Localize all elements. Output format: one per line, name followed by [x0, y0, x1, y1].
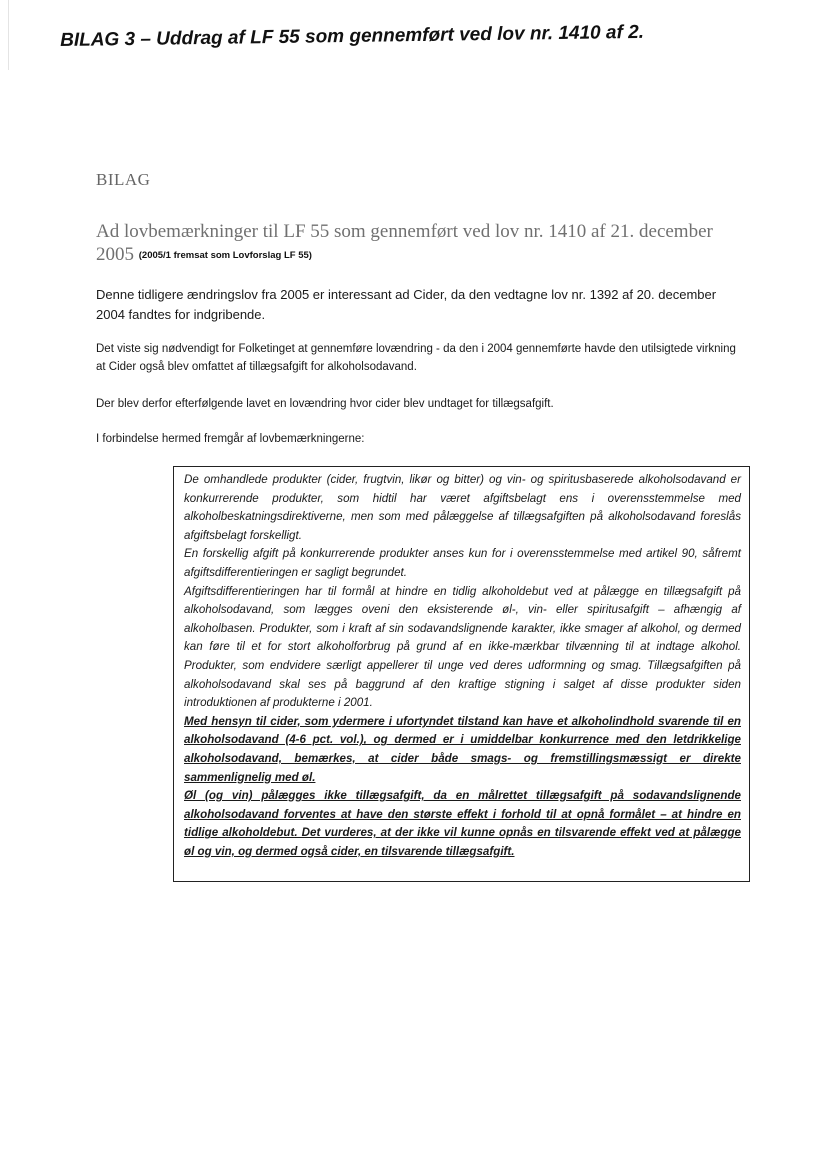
quoted-remarks-box [173, 466, 750, 882]
quote-paragraph-5-emphasis: Øl (og vin) pålægges ikke tillægsafgift, da en målrettet tillægsafgift på sodavandslignende alkoholsodavand forventes at have den største effekt i forhold til at opnå formålet – at hindre en tidlige alkoholdebut. Det vurderes, at der ikke vil kunne opnås en tilsvarende effekt ved at pålægge øl og vin, og dermed også cider, en tilsvarende tillægsafgift. [184, 789, 741, 858]
paragraph-4: I forbindelse hermed fremgår af lovbemærkningerne: [96, 433, 365, 445]
quote-paragraph-1: De omhandlede produkter (cider, frugtvin, likør og bitter) og vin- og spiritusbaserede alkoholsodavand er konkurrerende produkter, som hidtil har været afgiftsbelagt ens i overensstemmelse med alkoholbeskatningsdirektiverne, men som med pålæggelse af tillægsafgiften på alkoholsodavand foreslås afgiftsbelagt forskelligt. [184, 473, 741, 542]
quote-paragraph-4-emphasis: Med hensyn til cider, som ydermere i ufortyndet tilstand kan have et alkoholindhold svarende til en alkoholsodavand (4-6 pct. vol.), og dermed er i umiddelbar konkurrence med den letdrikkelige alkoholsodavand, bemærkes, at cider både smags- og fremstillingsmæssigt er direkte sammenlignelig med øl. [184, 714, 741, 784]
subheading-main: Ad lovbemærkninger til LF 55 som gennemført ved lov nr. 1410 af 21. december 2005 [96, 221, 713, 265]
quote-paragraph-2: En forskellig afgift på konkurrerende produkter anses kun for i overensstemmelse med artikel 90, såfremt afgiftsdifferentieringen er sagligt begrundet. [184, 547, 741, 579]
paragraph-1: Denne tidligere ændringslov fra 2005 er interessant ad Cider, da den vedtagne lov nr. 1392 af 20. december 2004 fandtes for indgribende. [96, 287, 717, 322]
section-heading: BILAG [96, 170, 151, 189]
scan-edge-line [8, 0, 9, 70]
quote-paragraph-3: Afgiftsdifferentieringen har til formål at hindre en tidlig alkoholdebut ved at pålægge en tillægsafgift på alkoholsodavand, som lægges oveni den eksisterende øl-, vin- eller spiritusafgift – afhængig af alkoholbasen. Produkter, som i kraft af sin sodavandslignende karakter, ikke smager af alkohol, og dermed kan føre til et for stort alkoholforbrug på grund af en ikke-mærkbar tilvænning til at indtage alkohol. Produkter, som endvidere særligt appellerer til unge ved deres udformning og smag. Tillægsafgiften på alkoholsodavand skal ses på baggrund af den kraftige stigning i salget af disse produkter siden introduktionen af produkterne i 2001. [184, 584, 741, 710]
paragraph-2: Det viste sig nødvendigt for Folketinget at gennemføre lovændring - da den i 2004 gennemførte havde den utilsigtede virkning at Cider også blev omfattet af tillægsafgift for alkoholsodavand. [96, 343, 736, 373]
page-header-title: BILAG 3 – Uddrag af LF 55 som gennemført ved lov nr. 1410 af 2. [60, 21, 645, 51]
paragraph-3: Der blev derfor efterfølgende lavet en lovændring hvor cider blev undtaget for tillægsafgift. [96, 398, 554, 410]
subheading [96, 220, 736, 267]
subheading-note: (2005/1 fremsat som Lovforslag LF 55) [138, 250, 312, 261]
